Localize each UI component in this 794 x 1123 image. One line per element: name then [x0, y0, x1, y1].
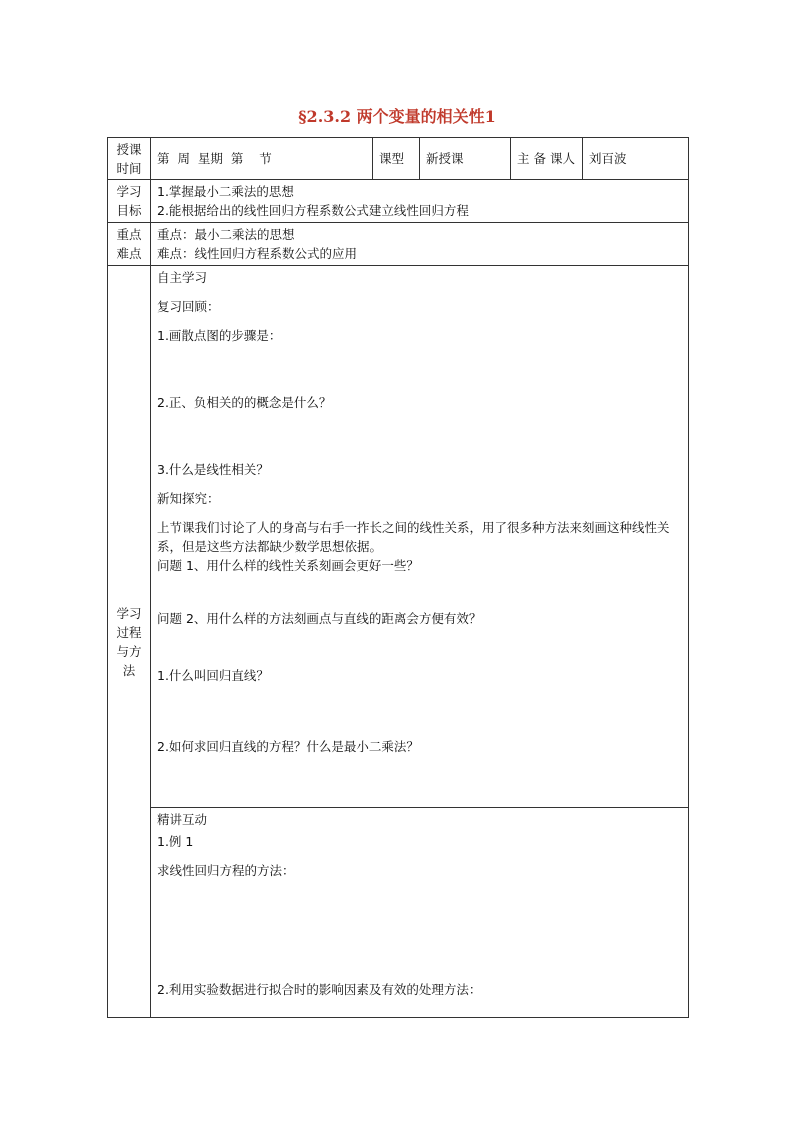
process-label: 学习 过程 与方 法: [108, 266, 151, 1018]
question-item: 3.什么是线性相关？: [157, 462, 269, 477]
page-title: §2.3.2 两个变量的相关性1: [298, 107, 496, 126]
section-heading: 自主学习: [157, 270, 208, 285]
goals-row: [108, 180, 689, 223]
method-item: 求线性回归方程的方法：: [157, 863, 295, 878]
problem-item: 问题 2、用什么样的方法刻画点与直线的距离会方便有效？: [157, 611, 482, 626]
preparer-name: 刘百波: [583, 138, 689, 180]
key-point-item: 重点：最小二乘法的思想: [157, 227, 295, 242]
type-value: 新授课: [420, 138, 511, 180]
question-item: 2.利用实验数据进行拟合时的影响因素及有效的处理方法：: [157, 982, 482, 997]
goals-label: 学习 目标: [108, 180, 151, 223]
question-item: 2.如何求回归直线的方程？什么是最小二乘法？: [157, 739, 419, 754]
example-item: 1.例 1: [157, 834, 194, 849]
self-study-row: [108, 266, 689, 808]
time-label: 授课 时间: [108, 138, 151, 180]
problem-item: 问题 1、用什么样的线性关系刻画会更好一些？: [157, 558, 419, 573]
self-study-content: [151, 266, 689, 808]
review-heading: 复习回顾：: [157, 299, 220, 314]
question-item: 2.正、负相关的的概念是什么？: [157, 395, 332, 410]
key-points-label: 重点 难点: [108, 223, 151, 266]
section-heading: 精讲互动: [157, 812, 208, 827]
key-points-row: [108, 223, 689, 266]
key-point-item: 难点：线性回归方程系数公式的应用: [157, 246, 358, 261]
interaction-content: [151, 808, 689, 1018]
header-row: [108, 138, 689, 180]
goals-content: [151, 180, 689, 223]
preparer-label: 主 备 课人: [511, 138, 583, 180]
interaction-row: [108, 808, 689, 1018]
key-points-content: [151, 223, 689, 266]
explore-heading: 新知探究：: [157, 491, 220, 506]
question-item: 1.画散点图的步骤是：: [157, 328, 282, 343]
intro-paragraph: 上节课我们讨论了人的身高与右手一拃长之间的线性关系，用了很多种方法来刻画这种线性关系，但是这些方法都缺少数学思想依据。: [157, 520, 670, 554]
type-label: 课型: [373, 138, 420, 180]
question-item: 1.什么叫回归直线？: [157, 668, 269, 683]
goal-item: 1.掌握最小二乘法的思想: [157, 184, 294, 199]
goal-item: 2.能根据给出的线性回归方程系数公式建立线性回归方程: [157, 203, 469, 218]
lesson-plan-table: [107, 137, 689, 1018]
time-value: 第 周 星期 第 节: [151, 138, 373, 180]
